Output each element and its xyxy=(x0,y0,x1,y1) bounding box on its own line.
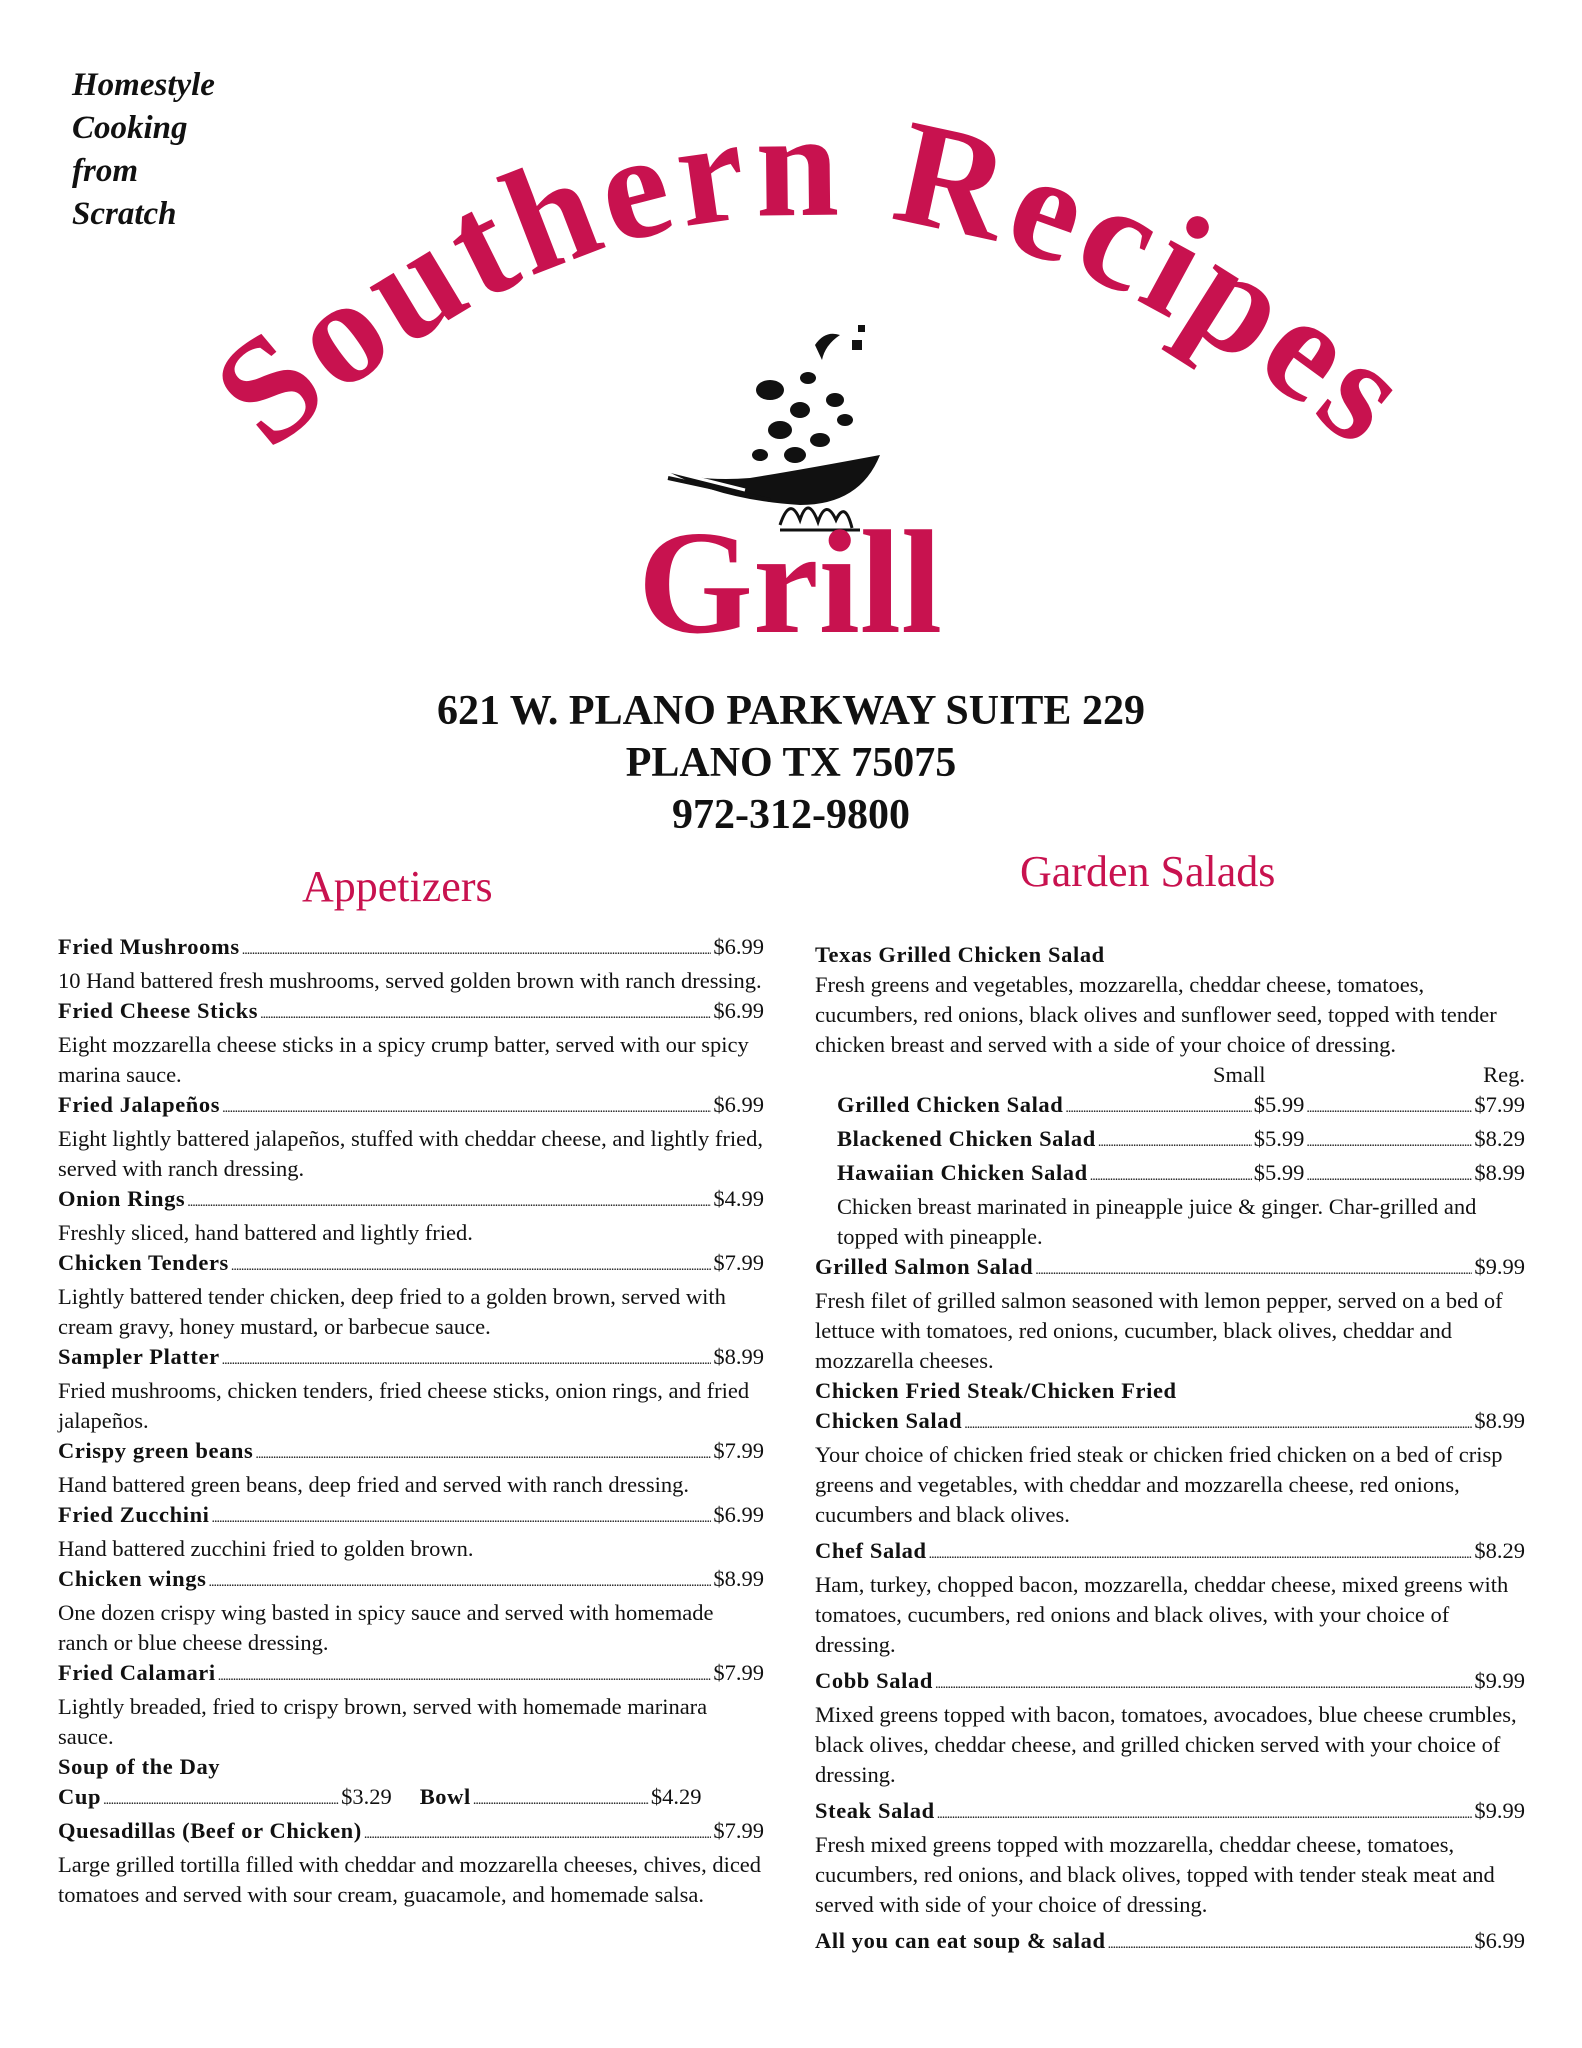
reg-price: $8.99 xyxy=(1474,1160,1525,1185)
variant-row xyxy=(837,1090,1525,1124)
tagline-line: Scratch xyxy=(72,196,177,232)
dot-leader xyxy=(103,1782,339,1816)
item-name: Fried Jalapeños xyxy=(58,1092,221,1117)
item-name: Quesadillas (Beef or Chicken) xyxy=(58,1818,362,1843)
item-price: $4.99 xyxy=(713,1186,764,1211)
item-price: $6.99 xyxy=(713,1092,764,1117)
item-desc: Freshly sliced, hand battered and lightly fried. xyxy=(58,1220,473,1245)
logo-subtitle: Grill xyxy=(637,501,943,665)
salads-title: Garden Salads xyxy=(1020,847,1276,896)
size-header xyxy=(815,1060,1525,1090)
dot-leader xyxy=(212,1500,712,1534)
dot-leader xyxy=(937,1796,1473,1830)
small-label: Small xyxy=(1213,1062,1266,1087)
item-name: Fried Calamari xyxy=(58,1660,216,1685)
item-desc: Chicken breast marinated in pineapple juice & ginger. Char-grilled and topped with pineapple. xyxy=(837,1194,1477,1249)
item-desc: Your choice of chicken fried steak or chicken fried chicken on a bed of crisp greens and vegetables, with cheddar and mozzarella cheese, red onions, cucumbers and black olives. xyxy=(815,1442,1503,1527)
dot-leader xyxy=(1065,1090,1251,1124)
item-name-line: Chicken Fried Steak/Chicken Fried xyxy=(815,1378,1177,1403)
item-name: Sampler Platter xyxy=(58,1344,220,1369)
small-price: $5.99 xyxy=(1253,1160,1305,1185)
list-item xyxy=(815,1796,1525,1920)
item-price: $9.99 xyxy=(1474,1668,1525,1693)
dot-leader xyxy=(1306,1090,1472,1124)
item-name: Fried Zucchini xyxy=(58,1502,210,1527)
list-item xyxy=(58,1500,764,1564)
item-name: Chicken Salad xyxy=(815,1408,963,1433)
list-item xyxy=(58,932,764,996)
list-item xyxy=(58,996,764,1090)
reg-price: $8.29 xyxy=(1474,1126,1525,1151)
item-price: $7.99 xyxy=(713,1660,764,1685)
appetizers-list xyxy=(58,932,764,1910)
item-price: $6.99 xyxy=(1474,1928,1525,1953)
dot-leader xyxy=(1306,1124,1472,1158)
list-item xyxy=(58,1436,764,1500)
frying-pan-icon xyxy=(665,325,880,530)
logo-title xyxy=(184,82,1445,479)
item-name: Cobb Salad xyxy=(815,1668,933,1693)
item-price: $7.99 xyxy=(713,1818,764,1843)
tagline-line: Cooking xyxy=(72,110,188,146)
item-price: $6.99 xyxy=(713,934,764,959)
soup-of-the-day xyxy=(58,1752,764,1816)
list-item xyxy=(815,1252,1525,1376)
item-name: Chicken Tenders xyxy=(58,1250,229,1275)
soup-bowl-label: Bowl xyxy=(419,1784,471,1809)
dot-leader xyxy=(222,1342,712,1376)
item-name: Chicken wings xyxy=(58,1566,207,1591)
item-price: $9.99 xyxy=(1474,1798,1525,1823)
variant-row xyxy=(837,1158,1525,1192)
dot-leader xyxy=(964,1406,1472,1440)
salads-list xyxy=(815,940,1525,1960)
dot-leader xyxy=(1090,1158,1252,1192)
variant-row xyxy=(837,1124,1525,1158)
dot-leader xyxy=(1098,1124,1252,1158)
small-price: $5.99 xyxy=(1253,1126,1305,1151)
item-name: Crispy green beans xyxy=(58,1438,254,1463)
dot-leader xyxy=(1306,1158,1472,1192)
address-line-2: PLANO TX 75075 xyxy=(625,740,957,786)
dot-leader xyxy=(935,1666,1472,1700)
list-item xyxy=(58,1816,764,1910)
dot-leader xyxy=(1035,1252,1472,1286)
item-desc: Fresh greens and vegetables, mozzarella, cheddar cheese, tomatoes, cucumbers, red onions, black olives and sunflower seed, topped with tender chicken breast and served with a side of your choice of dressing. xyxy=(815,972,1497,1057)
item-price: $8.99 xyxy=(713,1344,764,1369)
logo-title-text: Southern Recipes xyxy=(183,81,1445,479)
list-item xyxy=(58,1184,764,1248)
item-desc: Ham, turkey, chopped bacon, mozzarella, cheddar cheese, mixed greens with tomatoes, cucumbers, red onions and black olives, with your choice of dressing. xyxy=(815,1572,1509,1657)
item-desc: Fried mushrooms, chicken tenders, fried cheese sticks, onion rings, and fried jalapeños. xyxy=(58,1378,750,1433)
item-desc: 10 Hand battered fresh mushrooms, served golden brown with ranch dressing. xyxy=(58,968,762,993)
small-price: $5.99 xyxy=(1253,1092,1305,1117)
reg-price: $7.99 xyxy=(1474,1092,1525,1117)
list-item xyxy=(815,1536,1525,1660)
item-desc: Eight lightly battered jalapeños, stuffed with cheddar cheese, and lightly fried, served with ranch dressing. xyxy=(58,1126,763,1181)
address-line-1: 621 W. PLANO PARKWAY SUITE 229 xyxy=(437,688,1145,734)
dot-leader xyxy=(260,996,711,1030)
soup-cup-label: Cup xyxy=(58,1784,102,1809)
list-item xyxy=(58,1342,764,1436)
list-item xyxy=(58,1658,764,1752)
dot-leader xyxy=(473,1782,649,1816)
item-price: $7.99 xyxy=(713,1250,764,1275)
list-item xyxy=(58,1090,764,1184)
tagline-line: from xyxy=(72,153,138,189)
tagline-line: Homestyle xyxy=(72,67,215,103)
item-desc: Fresh filet of grilled salmon seasoned with lemon pepper, served on a bed of lettuce with tomatoes, red onions, cucumber, black olives, cheddar and mozzarella cheeses. xyxy=(815,1288,1503,1373)
item-desc: Mixed greens topped with bacon, tomatoes, avocadoes, blue cheese crumbles, black olives, cheddar cheese, and grilled chicken served with your choice of dressing. xyxy=(815,1702,1517,1787)
list-item xyxy=(815,1376,1525,1530)
list-item xyxy=(815,940,1525,1252)
item-name: Onion Rings xyxy=(58,1186,186,1211)
reg-label: Reg. xyxy=(1483,1062,1525,1087)
dot-leader xyxy=(364,1816,712,1850)
list-item xyxy=(815,1926,1525,1960)
item-name: Grilled Salmon Salad xyxy=(815,1254,1034,1279)
restaurant-logo xyxy=(0,0,1582,680)
list-item xyxy=(58,1564,764,1658)
dot-leader xyxy=(187,1184,711,1218)
appetizers-title: Appetizers xyxy=(302,862,493,911)
dot-leader xyxy=(255,1436,711,1470)
dot-leader xyxy=(222,1090,711,1124)
item-name: Fried Mushrooms xyxy=(58,934,240,959)
item-price: $8.29 xyxy=(1474,1538,1525,1563)
item-name: Grilled Chicken Salad xyxy=(837,1092,1064,1117)
list-item xyxy=(815,1666,1525,1790)
soup-cup-price: $3.29 xyxy=(341,1784,392,1809)
item-desc: Lightly battered tender chicken, deep fried to a golden brown, served with cream gravy, honey mustard, or barbecue sauce. xyxy=(58,1284,726,1339)
item-desc: Large grilled tortilla filled with cheddar and mozzarella cheeses, chives, diced tomatoes and served with sour cream, guacamole, and homemade salsa. xyxy=(58,1852,762,1907)
dot-leader xyxy=(208,1564,711,1598)
item-name: Steak Salad xyxy=(815,1798,935,1823)
item-name: Chef Salad xyxy=(815,1538,927,1563)
dot-leader xyxy=(218,1658,712,1692)
dot-leader xyxy=(929,1536,1473,1570)
soup-title: Soup of the Day xyxy=(58,1754,221,1779)
item-desc: Eight mozzarella cheese sticks in a spicy crump batter, served with our spicy marina sauce. xyxy=(58,1032,749,1087)
item-price: $6.99 xyxy=(713,1502,764,1527)
item-desc: Hand battered green beans, deep fried and served with ranch dressing. xyxy=(58,1472,689,1497)
item-price: $7.99 xyxy=(713,1438,764,1463)
dot-leader xyxy=(1108,1926,1473,1960)
item-name: Fried Cheese Sticks xyxy=(58,998,259,1023)
item-desc: One dozen crispy wing basted in spicy sauce and served with homemade ranch or blue cheese dressing. xyxy=(58,1600,714,1655)
item-name: Texas Grilled Chicken Salad xyxy=(815,942,1105,967)
item-price: $6.99 xyxy=(713,998,764,1023)
item-desc: Hand battered zucchini fried to golden brown. xyxy=(58,1536,474,1561)
list-item xyxy=(58,1248,764,1342)
item-name: Blackened Chicken Salad xyxy=(837,1126,1096,1151)
item-price: $9.99 xyxy=(1474,1254,1525,1279)
item-name: All you can eat soup & salad xyxy=(815,1928,1106,1953)
item-price: $8.99 xyxy=(713,1566,764,1591)
item-name: Hawaiian Chicken Salad xyxy=(837,1160,1088,1185)
item-price: $8.99 xyxy=(1474,1408,1525,1433)
item-desc: Fresh mixed greens topped with mozzarella, cheddar cheese, tomatoes, cucumbers, red onions, and black olives, topped with tender steak meat and served with side of your choice of dressing. xyxy=(815,1832,1495,1917)
phone-number: 972-312-9800 xyxy=(672,792,910,838)
soup-bowl-price: $4.29 xyxy=(650,1784,702,1809)
item-desc: Lightly breaded, fried to crispy brown, served with homemade marinara sauce. xyxy=(58,1694,708,1749)
dot-leader xyxy=(242,932,712,966)
dot-leader xyxy=(231,1248,711,1282)
